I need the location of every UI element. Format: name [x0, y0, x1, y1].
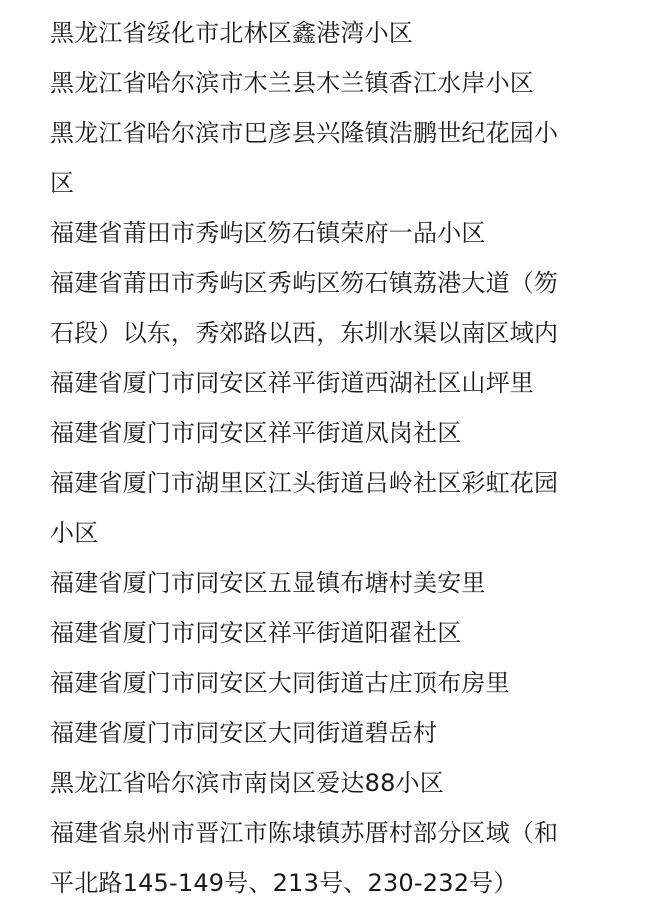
address-line: 小区 — [50, 519, 99, 547]
address-line: 福建省厦门市同安区五显镇布塘村美安里 — [50, 569, 486, 597]
address-line: 福建省厦门市同安区祥平街道凤岗社区 — [50, 419, 462, 447]
address-line: 福建省厦门市湖里区江头街道吕岭社区彩虹花园 — [50, 469, 559, 497]
address-line: 黑龙江省哈尔滨市南岗区爱达88小区 — [50, 769, 444, 797]
address-line: 福建省厦门市同安区大同街道古庄顶布房里 — [50, 669, 510, 697]
address-line: 黑龙江省哈尔滨市木兰县木兰镇香江水岸小区 — [50, 69, 534, 97]
address-line: 福建省厦门市同安区祥平街道阳翟社区 — [50, 619, 462, 647]
address-line: 区 — [50, 169, 75, 197]
address-line: 黑龙江省哈尔滨市巴彦县兴隆镇浩鹏世纪花园小 — [50, 119, 559, 147]
address-line: 石段）以东，秀郊路以西，东圳水渠以南区域内 — [50, 319, 559, 347]
address-line: 福建省泉州市晋江市陈埭镇苏厝村部分区域（和 — [50, 819, 559, 847]
address-line: 福建省莆田市秀屿区笏石镇荣府一品小区 — [50, 219, 486, 247]
address-line: 福建省莆田市秀屿区秀屿区笏石镇荔港大道（笏 — [50, 269, 559, 297]
address-line: 福建省厦门市同安区大同街道碧岳村 — [50, 719, 438, 747]
address-line: 福建省厦门市同安区祥平街道西湖社区山坪里 — [50, 369, 534, 397]
address-line: 平北路145-149号、213号、230-232号） — [50, 869, 518, 897]
address-line: 黑龙江省绥化市北林区鑫港湾小区 — [50, 19, 413, 47]
